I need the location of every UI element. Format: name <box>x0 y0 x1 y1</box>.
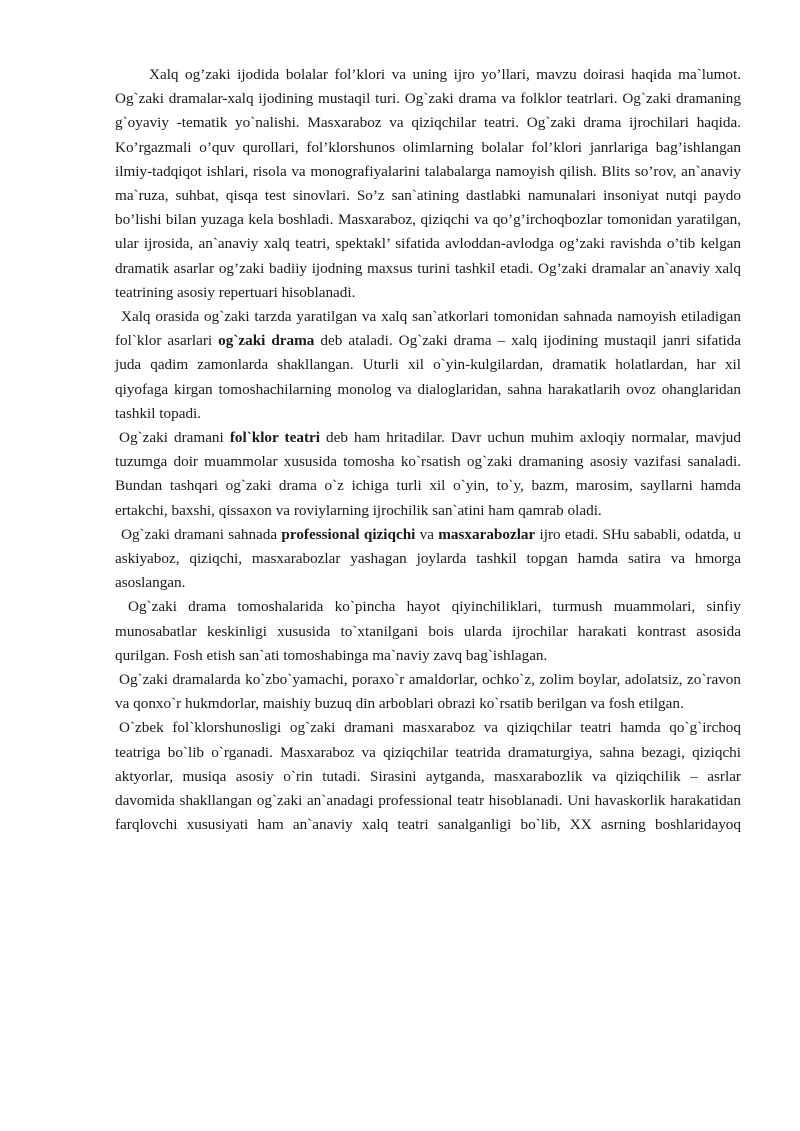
paragraph-text: Og`zaki dramani sahnada <box>121 525 282 543</box>
paragraph-contrast <box>115 595 741 668</box>
paragraph-oral-drama-definition <box>115 305 741 426</box>
paragraph-text: Xalq og’zaki ijodida bolalar fol’klori va uning ijro yo’llari, mavzu doirasi haqida ma`lumot. Og`zaki dramalar-xalq ijodining mustaqil turi. Og`zaki drama va folklor teatrlari. Og`zaki dramaning g`oyaviy -tematik yo`nalishi. Masxaraboz va qiziqchilar teatri. Og`zaki drama ijrochilari haqida. Ko’rgazmali o’quv qurollari, fol’klorshunos olimlarning bolalar fol’klori janrlariga bag’ishlangan ilmiy-tadqiqot ishlari, risola va monografiyalarini talabalarga namoyish qilish. Blits so’rov, an`anaviy ma`ruza, suhbat, qisqa test sinovlari. So’z san`atining dastlabki namunalari insoniyat nutqi paydo bo’lishi bilan yuzaga kela boshladi. Masxaraboz, qiziqchi va qo’g’irchoqbozlar tomonidan yaratilgan, ular ijrosida, an`anaviy xalq teatri, spektakl’ sifatida avloddan-avlodga og’zaki ravishda o’tib kelgan dramatik asarlar og’zaki badiiy ijodning maxsus turini tashkil etadi. Og’zaki dramalar an`anaviy xalq teatrining asosiy repertuari hisoblanadi. <box>115 66 741 301</box>
paragraph-text: Og`zaki dramalarda ko`zbo`yamachi, poraxo`r amaldorlar, ochko`z, zolim boylar, adolatsiz, zo`ravon va qonxo`r hukmdorlar, maishiy buzuq din arboblari obrazi ko`rsatib berilgan va fosh etilgan. <box>115 671 741 713</box>
term-bold: professional qiziqchi <box>281 525 416 543</box>
paragraph-text: deb ataladi. Og`zaki drama – xalq ijodining mustaqil janri sifatida juda qadim zamonlarda shakllangan. Uturli xil o`yin-kulgilardan, dramatik holatlardan, har xil qiyofaga kirgan tomoshachilarning monolog va dialoglaridan, sahna harakatlarih ovoz ohanglaridan tashkil topadi. <box>115 332 741 422</box>
paragraph-text: va <box>415 525 439 543</box>
paragraph-uzbek-folklore-studies <box>115 716 741 837</box>
term-bold: masxarabozlar <box>438 525 536 543</box>
paragraph-text: Og`zaki dramani <box>119 429 230 447</box>
paragraph-text: Og`zaki drama tomoshalarida ko`pincha hayot qiyinchiliklari, turmush muammolari, sinfiy munosabatlar keskinligi xususida to`xtanilgani bois ularda ijrochilar harakati kontrast asosida qurilgan. Fosh etish san`ati tomoshabinga ma`naviy zavq bag`ishlagan. <box>115 598 741 664</box>
term-bold: fol`klor teatri <box>229 429 320 447</box>
paragraph-text: O`zbek fol`klorshunosligi og`zaki dramani masxaraboz va qiziqchilar teatri hamda qo`g`irchoq teatriga bo`lib o`rganadi. Masxaraboz va qiziqchilar teatrida dramaturgiya, sahna bezagi, qiziqchi aktyorlar, musiqa asosiy o`rin tutadi. Sirasini aytganda, masxarabozlik va qiziqchilik – asrlar davomida shakllangan og`zaki an`anadagi professional teatr hisoblanadi. Uni havaskorlik harakatidan farqlovchi xususiyati ham an`anaviy xalq teatri sanalganligi bo`lib, XX asrning boshlaridayoq <box>115 719 741 834</box>
paragraph-text: deb ham hritadilar. Davr uchun muhim axloqiy normalar, mavjud tuzumga doir muammolar xususida tomosha ko`rsatish og`zaki dramaning asosiy vazifasi sanaladi. Bundan tashqari og`zaki drama o`z ichiga turli xil o`yin, to`y, bazm, marosim, sayllarni hamda ertakchi, baxshi, qissaxon va roviylarning ijrochilik san`atini ham qamrab oladi. <box>115 429 741 519</box>
paragraph-folklore-theatre <box>115 426 741 523</box>
document-page <box>115 63 741 838</box>
term-bold: og`zaki drama <box>218 332 315 350</box>
paragraph-performers <box>115 523 741 596</box>
paragraph-text: Xalq orasida og`zaki tarzda yaratilgan va xalq san`atkorlari tomonidan sahnada namoyish etiladigan fol`klor asarlari <box>115 308 741 350</box>
paragraph-characters <box>115 668 741 716</box>
paragraph-text: ijro etadi. SHu sababli, odatda, u askiyaboz, qiziqchi, masxarabozlar yashagan joylarda tashkil topgan hamda satira va hmorga asoslangan. <box>115 525 741 592</box>
paragraph-intro <box>115 63 741 305</box>
